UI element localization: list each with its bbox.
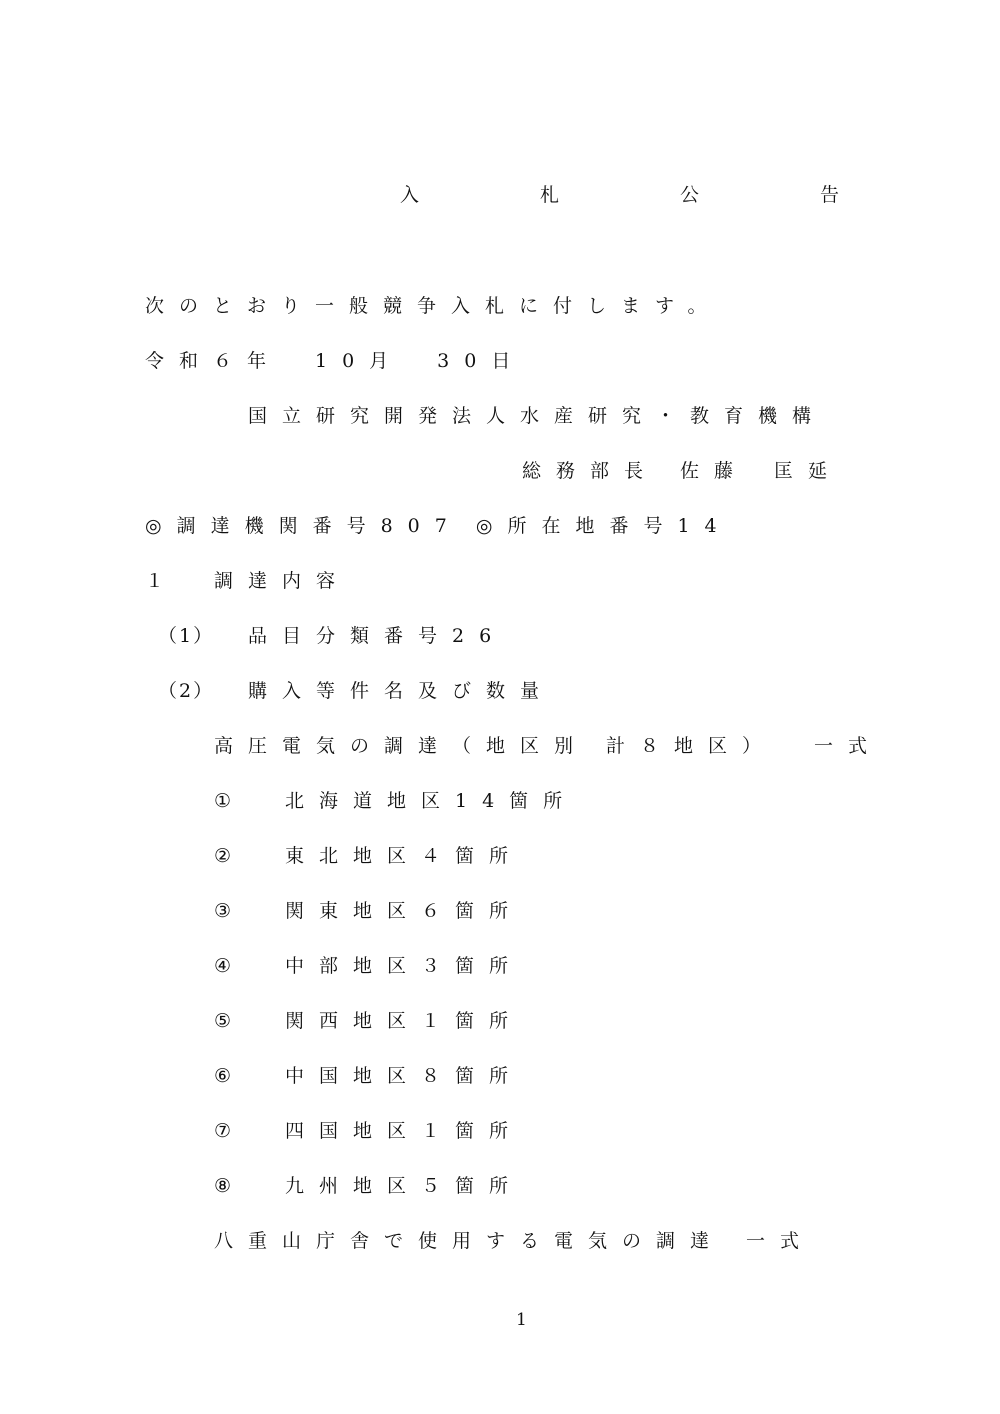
region-2-mark: ② [214, 845, 247, 867]
document-title: 入 札 公 告 [400, 184, 891, 206]
officer-line [522, 462, 842, 481]
section-1-number: １ [145, 570, 180, 592]
lot-2-text: 八重山庁舎で使用する電気の調達 [214, 1230, 725, 1252]
intro-text: 次のとおり一般競争入札に付します。 [145, 295, 722, 317]
region-5-mark: ⑤ [214, 1010, 247, 1032]
announcement-date: 令和６年 10月 30日 [145, 350, 526, 372]
lot-1-count: 計８地区） [606, 735, 777, 757]
lot-2-line [214, 1232, 814, 1251]
region-4-mark: ④ [214, 955, 247, 977]
region-8-mark: ⑧ [214, 1175, 247, 1197]
lot-1-text: 高圧電気の調達（地区別 [214, 735, 589, 757]
item-1-text: 品目分類番号26 [248, 625, 507, 647]
officer-title: 総務部長 [522, 460, 659, 482]
lot-2-quantity: 一式 [746, 1230, 815, 1252]
region-7-text: 四国地区１箇所 [285, 1120, 524, 1142]
lot-1-quantity: 一式 [814, 735, 883, 757]
item-2-text: 購入等件名及び数量 [248, 680, 555, 702]
location-number: ◎所在地番号14 [475, 515, 732, 537]
region-1-mark: ① [214, 790, 247, 812]
item-1-number: （1） [158, 625, 215, 647]
region-2-text: 東北地区４箇所 [285, 845, 524, 867]
region-8-text: 九州地区５箇所 [285, 1175, 524, 1197]
officer-given-name: 匡延 [774, 460, 843, 482]
region-3-mark: ③ [214, 900, 247, 922]
region-1-text: 北海道地区14箇所 [285, 790, 578, 812]
item-2-number: （2） [158, 680, 215, 702]
officer-surname: 佐藤 [680, 460, 749, 482]
procurement-agency-number: ◎調達機関番号807 [145, 515, 462, 537]
section-1-title: 調達内容 [214, 570, 351, 592]
region-6-mark: ⑥ [214, 1065, 247, 1087]
region-6-text: 中国地区８箇所 [285, 1065, 524, 1087]
region-7-mark: ⑦ [214, 1120, 247, 1142]
region-5-text: 関西地区１箇所 [285, 1010, 524, 1032]
code-line [145, 517, 732, 536]
region-4-text: 中部地区３箇所 [285, 955, 524, 977]
organization-name: 国立研究開発法人水産研究・教育機構 [248, 405, 827, 427]
page-number: 1 [516, 1310, 527, 1330]
lot-1-line [214, 737, 882, 756]
region-3-text: 関東地区６箇所 [285, 900, 524, 922]
